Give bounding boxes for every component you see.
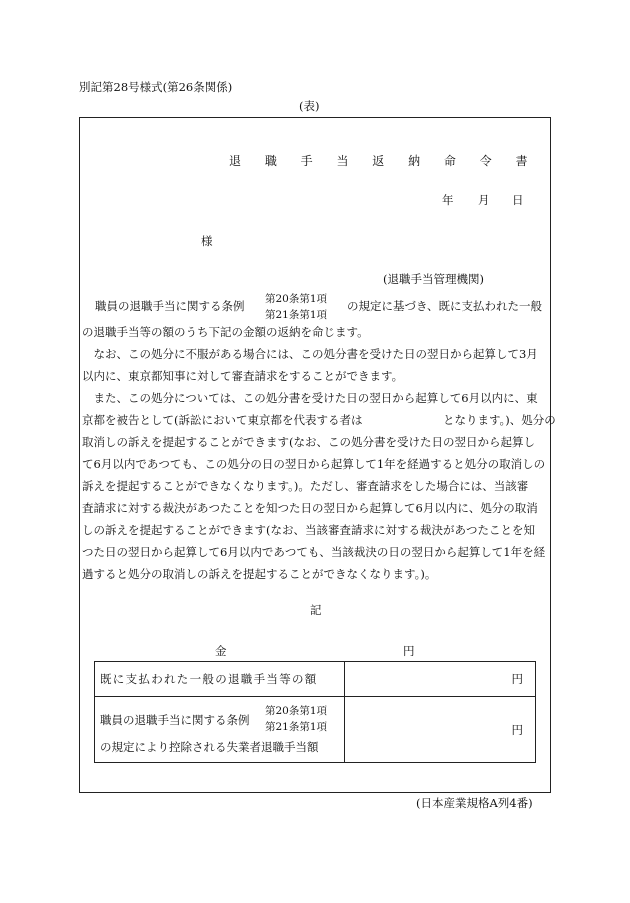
table-row xyxy=(95,697,536,763)
form-label: 別記第28号様式(第26条関係) xyxy=(79,80,233,94)
body-line-12: 過すると処分の取消しの訴えを提起することができなくなります。)。 xyxy=(82,567,437,581)
body-line-3: 以内に、東京都知事に対して審査請求をすることができます。 xyxy=(82,369,404,383)
body-line-8: 訴えを提起することができなくなります。)。ただし、審査請求をした場合には、当該審 xyxy=(82,479,529,493)
body-line-11: つた日の翌日から起算して6月以内であつても、当該裁決の日の翌日から起算して1年を経 xyxy=(82,545,546,559)
date-year: 年 xyxy=(442,193,454,207)
ki-heading: 記 xyxy=(310,603,322,617)
addressee-suffix: 様 xyxy=(201,234,213,248)
row2-suffix: の規定により控除される失業者退職手当額 xyxy=(100,740,319,754)
row2-value-cell xyxy=(345,697,536,763)
detail-table xyxy=(94,661,536,763)
issuer-label: (退職手当管理機関) xyxy=(383,272,484,286)
date-day: 日 xyxy=(512,193,524,207)
body-line-5: 京都を被告として(訴訟において東京都を代表する者は となります。)、処分の xyxy=(82,413,556,427)
row2-prefix: 職員の退職手当に関する条例 xyxy=(100,713,250,727)
body-line-1: の退職手当等の額のうち下記の金額の返納を命じます。 xyxy=(82,325,369,339)
row2-clause-21: 第21条第1項 xyxy=(265,721,328,733)
body-line-9: 査請求に対する裁決があつたことを知つた日の翌日から起算して6月以内に、処分の取消 xyxy=(82,501,538,515)
amount-label: 金 xyxy=(215,644,227,658)
body-line-2: なお、この処分に不服がある場合には、この処分書を受けた日の翌日から起算して3月 xyxy=(82,347,538,361)
side-label: (表) xyxy=(299,99,320,113)
row1-unit: 円 xyxy=(511,672,523,686)
amount-unit: 円 xyxy=(403,644,415,658)
body-line-10: しの訴えを提起することができます(なお、当該審査請求に対する裁決があつたことを知 xyxy=(82,523,535,537)
row2-unit: 円 xyxy=(511,722,523,737)
ordinance-clause-20: 第20条第1項 xyxy=(265,293,328,305)
row2-clause-20: 第20条第1項 xyxy=(265,705,328,717)
ordinance-prefix: 職員の退職手当に関する条例 xyxy=(95,299,245,313)
ordinance-clause-21: 第21条第1項 xyxy=(265,309,328,321)
row2-label-cell xyxy=(95,697,345,763)
table-row xyxy=(95,662,536,697)
paper-size-note: (日本産業規格A列4番) xyxy=(416,796,533,810)
ordinance-suffix: の規定に基づき、既に支払われた一般 xyxy=(347,299,543,313)
date-month: 月 xyxy=(478,193,490,207)
row1-label-cell xyxy=(95,662,345,697)
body-line-4: また、この処分については、この処分書を受けた日の翌日から起算して6月以内に、東 xyxy=(82,391,538,405)
row1-value-cell xyxy=(345,662,536,697)
row1-label: 既に支払われた一般の退職手当等の額 xyxy=(100,672,318,686)
body-line-7: て6月以内であつても、この処分の日の翌日から起算して1年を経過すると処分の取消しの xyxy=(82,457,546,471)
document-title: 退 職 手 当 返 納 命 令 書 xyxy=(229,154,538,168)
body-line-6: 取消しの訴えを提起することができます(なお、この処分書を受けた日の翌日から起算し xyxy=(82,435,535,449)
